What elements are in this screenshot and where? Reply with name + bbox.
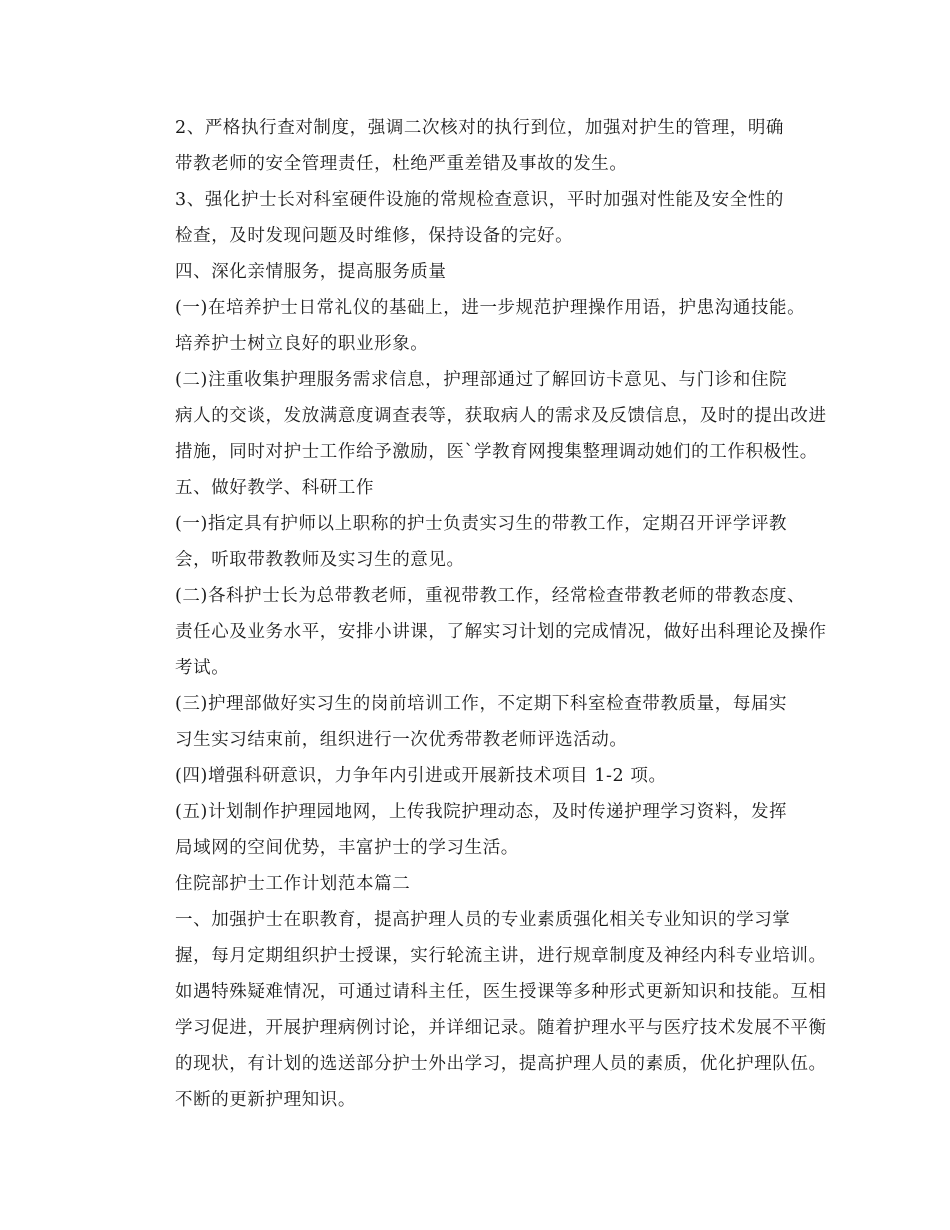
text-line: 局域网的空间优势，丰富护士的学习生活。	[175, 838, 519, 858]
text-line: (四)增强科研意识，力争年内引进或开展新技术项目 1-2 项。	[175, 766, 667, 786]
text-line: 不断的更新护理知识。	[175, 1090, 356, 1110]
text-line: 责任心及业务水平，安排小讲课，了解实习计划的完成情况，做好出科理论及操作	[175, 622, 827, 642]
text-line: 五、做好教学、科研工作	[175, 478, 375, 498]
text-line: 学习促进，开展护理病例讨论，并详细记录。随着护理水平与医疗技术发展不平衡	[175, 1018, 827, 1038]
document-body	[140, 110, 827, 1118]
paragraph	[140, 758, 820, 794]
text-line: 2、严格执行查对制度，强调二次核对的执行到位，加强对护生的管理，明确	[175, 118, 785, 138]
text-line: 如遇特殊疑难情况，可通过请科主任，医生授课等多种形式更新知识和技能。互相	[175, 982, 827, 1002]
text-line: 一、加强护士在职教育，提高护理人员的专业素质强化相关专业知识的学习掌	[175, 910, 791, 930]
text-line: 的现状，有计划的选送部分护士外出学习，提高护理人员的素质，优化护理队伍。	[175, 1054, 827, 1074]
text-line: 会，听取带教教师及实习生的意见。	[175, 550, 465, 570]
paragraph	[140, 902, 827, 1118]
paragraph	[140, 686, 820, 758]
text-line: 措施，同时对护士工作给予激励，医`学教育网搜集整理调动她们的工作积极性。	[175, 442, 818, 462]
paragraph	[140, 254, 820, 290]
text-line: 培养护士树立良好的职业形象。	[175, 334, 429, 354]
text-line: (五)计划制作护理园地网，上传我院护理动态，及时传递护理学习资料，发挥	[175, 802, 788, 822]
text-line: 病人的交谈，发放满意度调查表等，获取病人的需求及反馈信息，及时的提出改进	[175, 406, 827, 426]
text-line: (二)注重收集护理服务需求信息，护理部通过了解回访卡意见、与门诊和住院	[175, 370, 788, 390]
text-line: 习生实习结束前，组织进行一次优秀带教老师评选活动。	[175, 730, 628, 750]
paragraph	[140, 110, 820, 182]
paragraph	[140, 506, 820, 578]
text-line: (二)各科护士长为总带教老师，重视带教工作，经常检查带教老师的带教态度、	[175, 586, 806, 606]
text-line: (一)在培养护士日常礼仪的基础上，进一步规范护理操作用语，护患沟通技能。	[175, 298, 806, 318]
paragraph	[140, 578, 827, 686]
paragraph	[140, 362, 827, 470]
text-line: (三)护理部做好实习生的岗前培训工作，不定期下科室检查带教质量，每届实	[175, 694, 788, 714]
text-line: 检查，及时发现问题及时维修，保持设备的完好。	[175, 226, 574, 246]
text-line: (一)指定具有护师以上职称的护士负责实习生的带教工作，定期召开评学评教	[175, 514, 788, 534]
paragraph	[140, 182, 820, 254]
text-line: 考试。	[175, 658, 230, 678]
text-line: 住院部护士工作计划范本篇二	[175, 874, 411, 894]
paragraph	[140, 866, 820, 902]
text-line: 四、深化亲情服务，提高服务质量	[175, 262, 447, 282]
paragraph	[140, 470, 820, 506]
paragraph	[140, 794, 820, 866]
paragraph	[140, 290, 820, 362]
text-line: 3、强化护士长对科室硬件设施的常规检查意识，平时加强对性能及安全性的	[175, 190, 785, 210]
text-line: 握，每月定期组织护士授课，实行轮流主讲，进行规章制度及神经内科专业培训。	[175, 946, 827, 966]
text-line: 带教老师的安全管理责任，杜绝严重差错及事故的发生。	[175, 154, 628, 174]
